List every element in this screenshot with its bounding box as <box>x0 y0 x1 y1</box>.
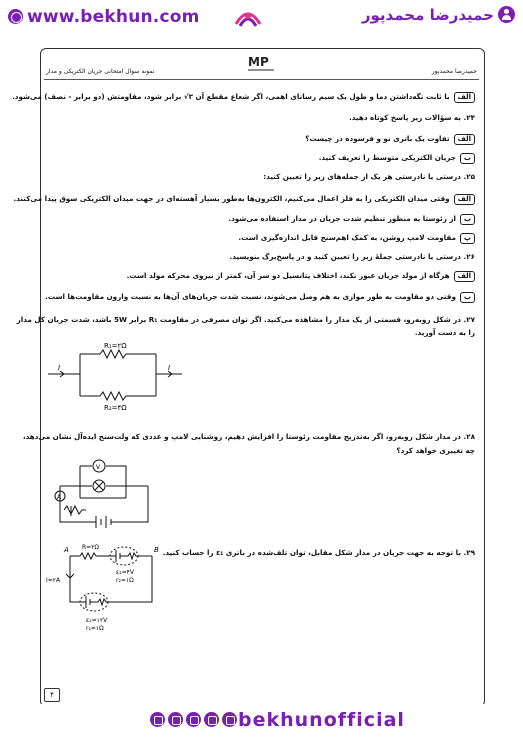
q28-line-2 <box>396 446 475 456</box>
line-text: از رئوستا به منظور تنظیم شدت جریان در مدار استفاده می‌شود. <box>228 214 456 223</box>
e1-label: ε₁=۱۲V <box>86 617 108 624</box>
circuit-29 <box>46 538 176 636</box>
svg-text:MP: MP <box>248 55 269 69</box>
line-text: چه تغییری خواهد کرد؟ <box>396 446 475 455</box>
line-text: ۲۴. به سؤالات زیر پاسخ کوتاه دهید. <box>349 113 475 122</box>
line-text: با ثابت نگه‌داشتن دما و طول یک سیم رسانای اهمی، اگر شعاع مقطع آن ۳√ برابر شود، مقاومتش (دو برابر - نصف) می‌شود. <box>12 92 450 101</box>
e2-label: ε₂=۴V <box>116 569 135 576</box>
circuit-27 <box>44 340 184 416</box>
label-box: ب <box>460 153 475 164</box>
line-5 <box>263 172 475 182</box>
current-label: I=۲A <box>46 577 61 584</box>
user-icon <box>498 6 515 23</box>
instagram-icon[interactable] <box>150 712 165 727</box>
header-title: نمونه سوال امتحانی جریان الکتریکی و مدار <box>46 68 155 75</box>
line-text: تفاوت یک باتری نو و فرسوده در چیست؟ <box>305 134 450 143</box>
youtube-icon[interactable] <box>168 712 183 727</box>
line-text: جریان الکتریکی متوسط را تعریف کنید. <box>318 153 456 162</box>
telegram-icon[interactable] <box>186 712 201 727</box>
line-text: مقاومت لامپ روشن، به کمک اهم‌سنج قابل اندازه‌گیری است. <box>238 233 456 242</box>
banner-author <box>362 6 515 24</box>
label-box: الف <box>454 92 475 103</box>
globe-icon <box>8 9 23 24</box>
line-7 <box>228 214 475 225</box>
current-label-right: I <box>168 364 171 372</box>
social-handle[interactable]: bekhunofficial <box>238 709 405 731</box>
site-url[interactable] <box>8 7 200 27</box>
top-banner <box>0 0 523 34</box>
page-number: ۴ <box>44 688 60 702</box>
banner-author-text: حمیدرضا محمدپور <box>361 6 494 24</box>
node-a-label: A <box>64 546 69 554</box>
r-label: R=۲Ω <box>82 544 100 551</box>
header-divider <box>44 79 479 80</box>
line-3 <box>305 134 475 145</box>
line-12 <box>17 315 475 325</box>
current-label-left: I <box>58 364 61 372</box>
line-10 <box>127 271 475 282</box>
social-icons <box>150 712 237 727</box>
r1-label: R₁=۲Ω <box>104 342 127 350</box>
label-box: الف <box>454 271 475 282</box>
line-6 <box>13 194 475 205</box>
r2-label: R₂=۴Ω <box>104 404 127 412</box>
r1-internal-label: r₁=۱Ω <box>86 625 104 632</box>
header-author: حمیدرضا محمدپور <box>431 68 477 75</box>
line-text: وقتی دو مقاومت به طور موازی به هم وصل می‌شوند، نسبت شدت جریان‌های آن‌ها به نسبت وارون مقاومت‌ها است. <box>45 292 456 301</box>
line-8 <box>238 233 475 244</box>
voltmeter-label: V <box>96 464 101 471</box>
bekhun-logo <box>228 2 268 32</box>
line-11 <box>45 292 475 303</box>
line-text: وقتی میدان الکتریکی را به فلز اعمال می‌کنیم، الکترون‌ها به‌طور بسیار آهسته‌ای در جهت میدان الکتریکی سوق پیدا می‌کنند. <box>13 194 450 203</box>
line-9 <box>230 252 475 262</box>
label-box: ب <box>460 292 475 303</box>
line-text: ۲۶. درستی یا نادرستی جملهٔ زیر را تعیین کنید و در پاسخ‌برگ بنویسید. <box>229 252 475 261</box>
line-1 <box>12 92 475 103</box>
line-text: را به دست آورید. <box>414 328 475 337</box>
line-text: ۲۹. با توجه به جهت جریان در مدار شکل مقابل، توان تلف‌شده در باتری ε₁ را حساب کنید. <box>162 548 475 557</box>
node-b-label: B <box>154 546 159 554</box>
label-box: الف <box>454 194 475 205</box>
line-text: ۲۵. درستی یا نادرستی هر یک از جمله‌های زیر را تعیین کنید: <box>263 172 475 181</box>
q29-line <box>163 548 475 558</box>
r2-internal-label: r₂=۱Ω <box>116 577 134 584</box>
line-text: ۲۷. در شکل روبه‌رو، قسمتی از یک مدار را مشاهده می‌کنید. اگر توان مصرفی در مقاومت R₁ برابر 5W باشد، شدت جریان کل مدار <box>16 315 475 324</box>
circuit-28 <box>46 458 156 530</box>
line-text: ۲۸. در مدار شکل روبه‌رو، اگر به‌تدریج مقاومت رئوستا را افزایش دهیم، روشنایی لامپ و عددی که ولت‌سنج ایده‌آل نشان می‌دهد، <box>22 432 475 441</box>
site-url-text: www.bekhun.com <box>27 7 200 27</box>
whatsapp-icon[interactable] <box>204 712 219 727</box>
label-box: ب <box>460 214 475 225</box>
aparat-icon[interactable] <box>222 712 237 727</box>
label-box: پ <box>460 233 475 244</box>
line-text: هرگاه از مولد جریان عبور نکند، اختلاف پتانسیل دو سر آن، کمتر از نیروی محرکه مولد است. <box>126 271 450 280</box>
q28-line-1 <box>23 432 475 442</box>
line-13 <box>415 328 475 338</box>
page-header <box>42 66 481 78</box>
line-4 <box>319 153 475 164</box>
label-box: الف <box>454 134 475 145</box>
line-2 <box>349 113 475 123</box>
ammeter-label: A <box>57 494 62 501</box>
